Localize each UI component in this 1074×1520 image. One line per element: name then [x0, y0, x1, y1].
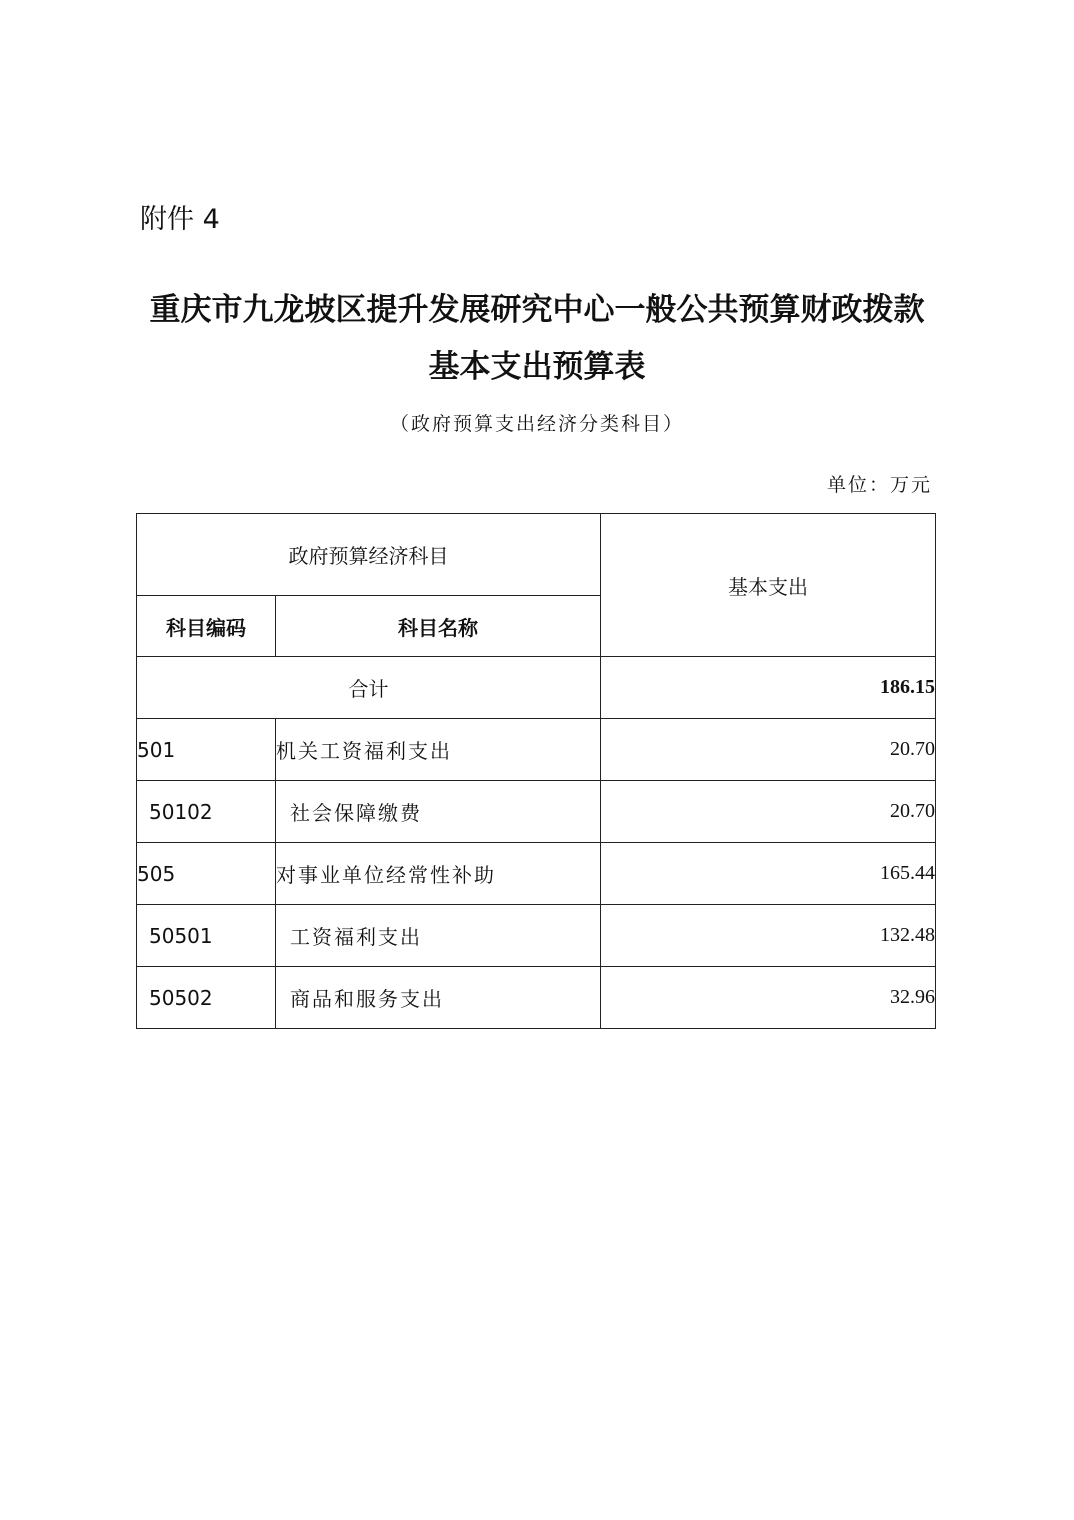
- header-subject-name: 科目名称: [276, 596, 601, 657]
- budget-table: [136, 513, 936, 1029]
- subject-code: 50501: [137, 905, 276, 967]
- subject-name: 社会保障缴费: [276, 781, 601, 843]
- header-subject-code: 科目编码: [137, 596, 276, 657]
- table-row: [137, 905, 936, 967]
- total-value: 186.15: [601, 657, 936, 719]
- subject-name: 商品和服务支出: [276, 967, 601, 1029]
- header-basic-expenditure: 基本支出: [601, 514, 936, 657]
- table-row: [137, 843, 936, 905]
- subject-value: 165.44: [601, 843, 936, 905]
- subject-value: 20.70: [601, 781, 936, 843]
- subject-name: 机关工资福利支出: [276, 719, 601, 781]
- table-header-row-1: [137, 514, 936, 596]
- document-title-line-2: 基本支出预算表: [428, 349, 646, 385]
- subject-code: 50502: [137, 967, 276, 1029]
- table-row: [137, 781, 936, 843]
- total-row: [137, 657, 936, 719]
- subject-value: 132.48: [601, 905, 936, 967]
- table-row: [137, 967, 936, 1029]
- header-economic-category: 政府预算经济科目: [137, 514, 601, 596]
- attachment-label: 附件 4: [140, 204, 220, 235]
- subject-name: 工资福利支出: [276, 905, 601, 967]
- subject-code: 50102: [137, 781, 276, 843]
- unit-label: 单位：万元: [826, 474, 932, 496]
- subject-value: 32.96: [601, 967, 936, 1029]
- subject-value: 20.70: [601, 719, 936, 781]
- document-subtitle: （政府预算支出经济分类科目）: [389, 413, 684, 435]
- subject-name: 对事业单位经常性补助: [276, 843, 601, 905]
- total-label: 合计: [137, 657, 601, 719]
- subject-code: 505: [137, 843, 276, 905]
- document-title-line-1: 重庆市九龙坡区提升发展研究中心一般公共预算财政拨款: [149, 292, 925, 328]
- subject-code: 501: [137, 719, 276, 781]
- table-row: [137, 719, 936, 781]
